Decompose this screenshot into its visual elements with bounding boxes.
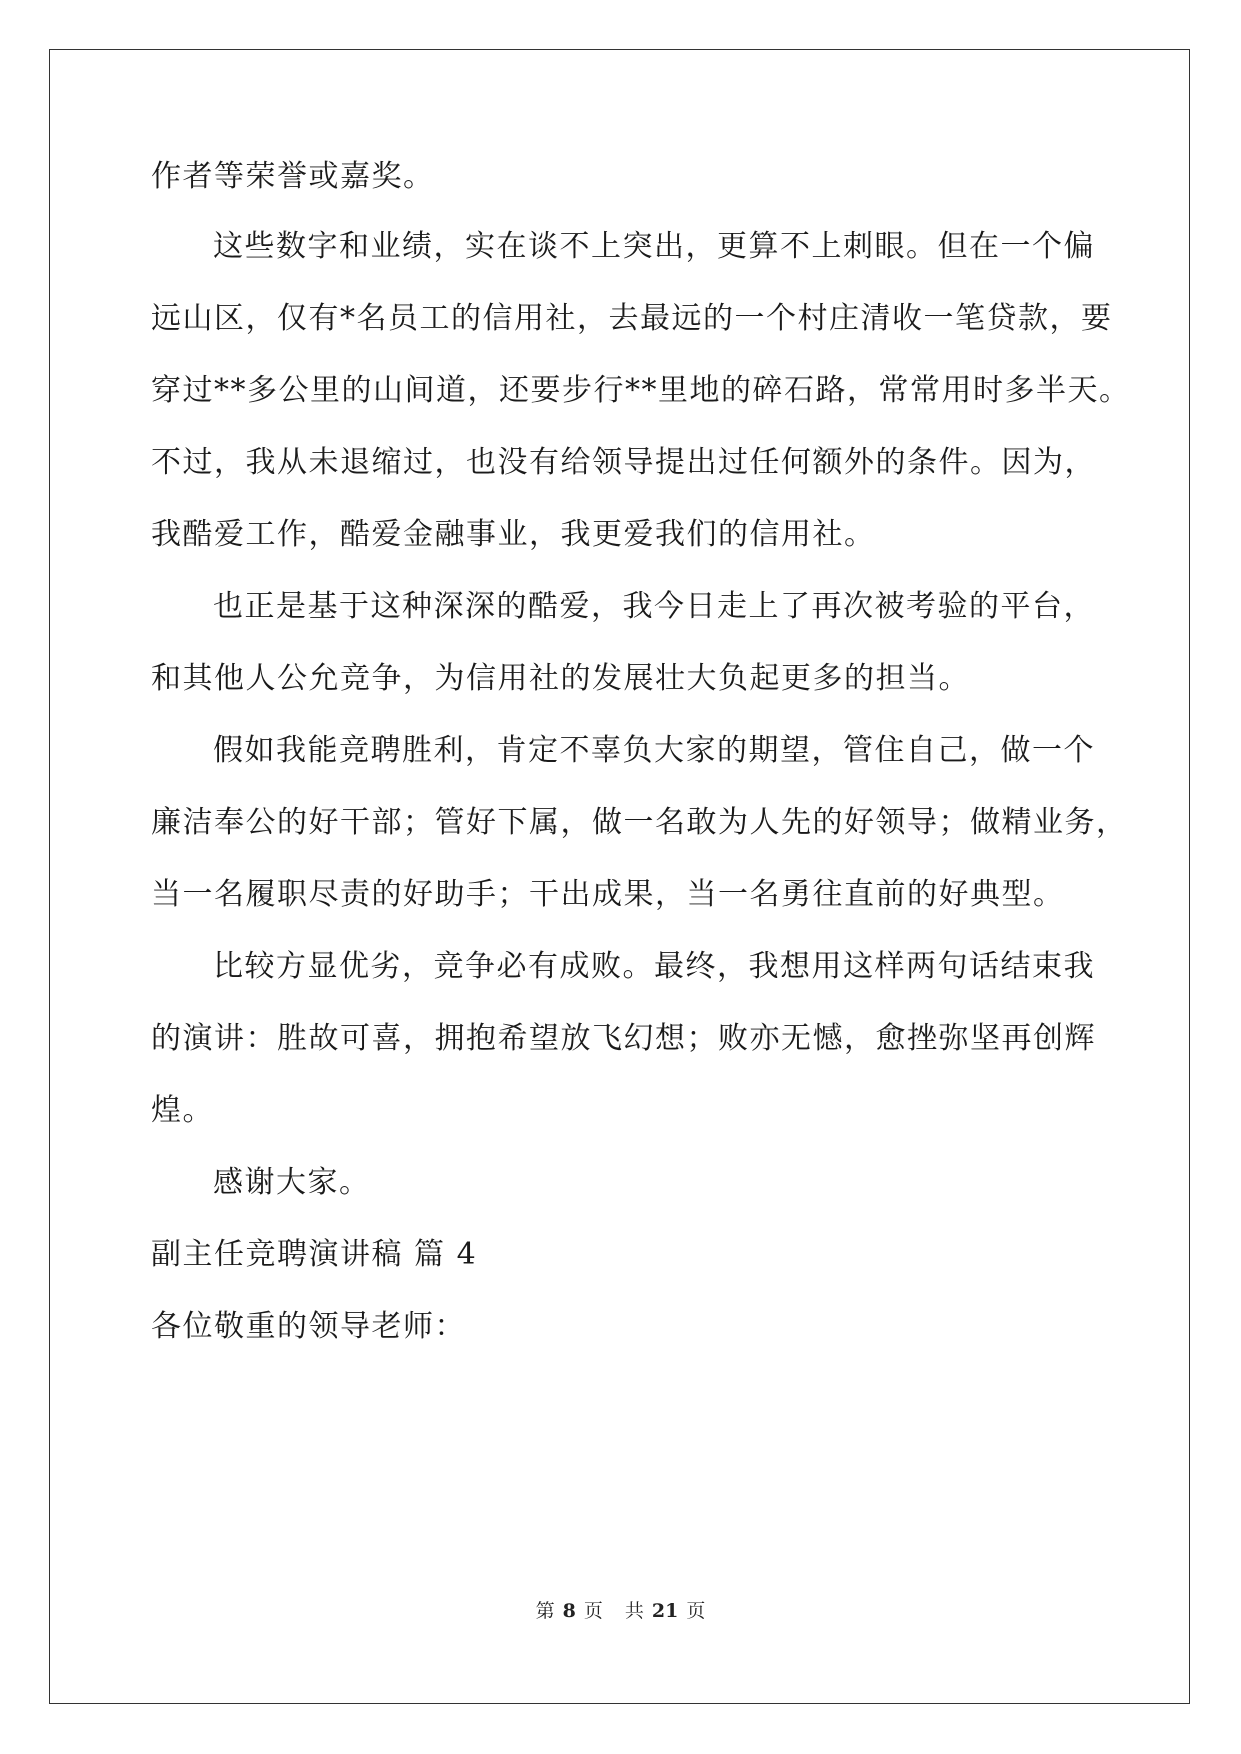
- paragraph-start-line: 假如我能竞聘胜利，肯定不辜负大家的期望，管住自己，做一个: [213, 733, 1095, 768]
- text-line: 廉洁奉公的好干部；管好下属，做一名敢为人先的好领导；做精业务，: [151, 805, 1128, 840]
- page-number: 8: [562, 1600, 576, 1622]
- paragraph-start-line: 感谢大家。: [213, 1165, 371, 1200]
- text-line: 煌。: [151, 1093, 214, 1128]
- page-footer: [0, 1596, 1241, 1623]
- text-line: 远山区，仅有*名员工的信用社，去最远的一个村庄清收一笔贷款，要: [151, 301, 1113, 336]
- paragraph-start-line: 也正是基于这种深深的酷爱，我今日走上了再次被考验的平台，: [213, 589, 1095, 624]
- page-suffix: 页: [583, 1600, 603, 1622]
- total-suffix: 页: [686, 1600, 706, 1622]
- total-prefix: 共: [624, 1600, 644, 1622]
- text-line: 的演讲：胜故可喜，拥抱希望放飞幻想；败亦无憾，愈挫弥坚再创辉: [151, 1021, 1096, 1056]
- page-prefix: 第: [535, 1600, 555, 1622]
- total-pages: 21: [651, 1600, 679, 1622]
- text-line: 我酷爱工作，酷爱金融事业，我更爱我们的信用社。: [151, 517, 876, 552]
- salutation-line: 各位敬重的领导老师：: [151, 1309, 466, 1344]
- paragraph-start-line: 比较方显优劣，竞争必有成败。最终，我想用这样两句话结束我: [213, 949, 1095, 984]
- text-line: 穿过**多公里的山间道，还要步行**里地的碎石路，常常用时多半天。: [151, 373, 1131, 408]
- page-indicator: [532, 1600, 607, 1622]
- text-line: 不过，我从未退缩过，也没有给领导提出过任何额外的条件。因为，: [151, 445, 1096, 480]
- text-line: 当一名履职尽责的好助手；干出成果，当一名勇往直前的好典型。: [151, 877, 1065, 912]
- section-heading: 副主任竞聘演讲稿 篇 4: [151, 1237, 478, 1272]
- text-line: 作者等荣誉或嘉奖。: [151, 159, 435, 194]
- total-indicator: [621, 1600, 709, 1622]
- paragraph-start-line: 这些数字和业绩，实在谈不上突出，更算不上刺眼。但在一个偏: [213, 229, 1095, 264]
- text-line: 和其他人公允竞争，为信用社的发展壮大负起更多的担当。: [151, 661, 970, 696]
